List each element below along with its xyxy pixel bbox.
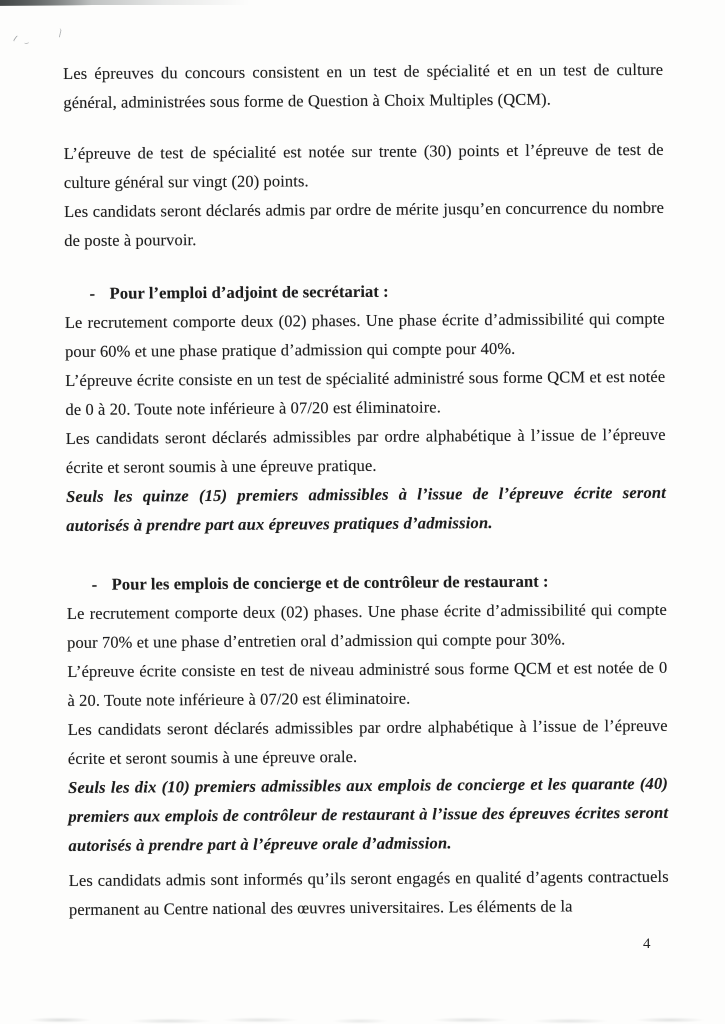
heading-label: Pour les emplois de concierge et de contrôleur de restaurant : <box>111 571 549 594</box>
paragraph-concierge-phases: Le recrutement comporte deux (02) phases. Une phase écrite d’admissibilité qui compte pour 70% et une phase d’entretien oral d’admission qui compte pour 30%. <box>66 599 667 652</box>
paragraph-concierge-admissibles: Les candidats seront déclarés admissibles par ordre alphabétique à l’issue de l’épreuve écrite et seront soumis à une épreuve orale. <box>67 715 668 768</box>
scan-smudge-strip <box>0 1012 725 1024</box>
list-dash: - <box>89 283 96 303</box>
emphasis-concierge-quota: Seuls les dix (10) premiers admissibles aux emplois de concierge et les quarante (40) premiers aux emplois de contrôleur de restaurant à l’issue des épreuves écrites seront autorisés à prendre part à l’épreuve orale d’admission. <box>68 773 669 855</box>
paragraph-secretariat-epreuve: L’épreuve écrite consiste en un test de spécialité administré sous forme QCM et est notée de 0 à 20. Toute note inférieure à 07/20 est éliminatoire. <box>65 366 666 419</box>
paragraph-intro: Les épreuves du concours consistent en un test de spécialité et en un test de culture général, administrées sous forme de Question à Choix Multiples (QCM). <box>63 59 664 112</box>
paragraph-merit: Les candidats seront déclarés admis par ordre de mérite jusqu’en concurrence du nombre de poste à pourvoir. <box>63 197 665 250</box>
heading-adjoint-secretariat <box>65 275 665 308</box>
heading-label: Pour l’emploi d’adjoint de secrétariat : <box>109 281 389 303</box>
list-dash: - <box>91 574 98 594</box>
pen-scribble-icon <box>24 40 30 45</box>
page-number: 4 <box>643 936 651 952</box>
paragraph-concierge-epreuve: L’épreuve écrite consiste en test de niveau administré sous forme QCM et est notée de 0 à 20. Toute note inférieure à 07/20 est éliminatoire. <box>67 657 668 710</box>
paragraph-contractuels: Les candidats admis sont informés qu’ils seront engagés en qualité d’agents contractuels permanent au Centre national des œuvres universitaires. Les éléments de la <box>68 866 669 919</box>
scan-edge-shadow-dark <box>0 0 92 6</box>
heading-concierge-controleur <box>67 566 667 599</box>
pen-scribble-icon <box>55 28 62 38</box>
pen-scribble-icon <box>13 35 24 46</box>
paragraph-secretariat-phases: Le recrutement comporte deux (02) phases. Une phase écrite d’admissibilité qui compte pour 60% et une phase pratique d’admission qui compte pour 40%. <box>64 308 665 361</box>
paragraph-secretariat-admissibles: Les candidats seront déclarés admissibles par ordre alphabétique à l’issue de l’épreuve écrite et seront soumis à une épreuve pratique. <box>65 424 666 477</box>
emphasis-secretariat-quota: Seuls les quinze (15) premiers admissibles à l’issue de l’épreuve écrite seront autorisés à prendre part aux épreuves pratiques d’admission. <box>65 482 667 535</box>
document-body <box>63 55 669 924</box>
paragraph-scoring: L’épreuve de test de spécialité est notée sur trente (30) points et l’épreuve de test de culture général sur vingt (20) points. <box>63 139 664 192</box>
